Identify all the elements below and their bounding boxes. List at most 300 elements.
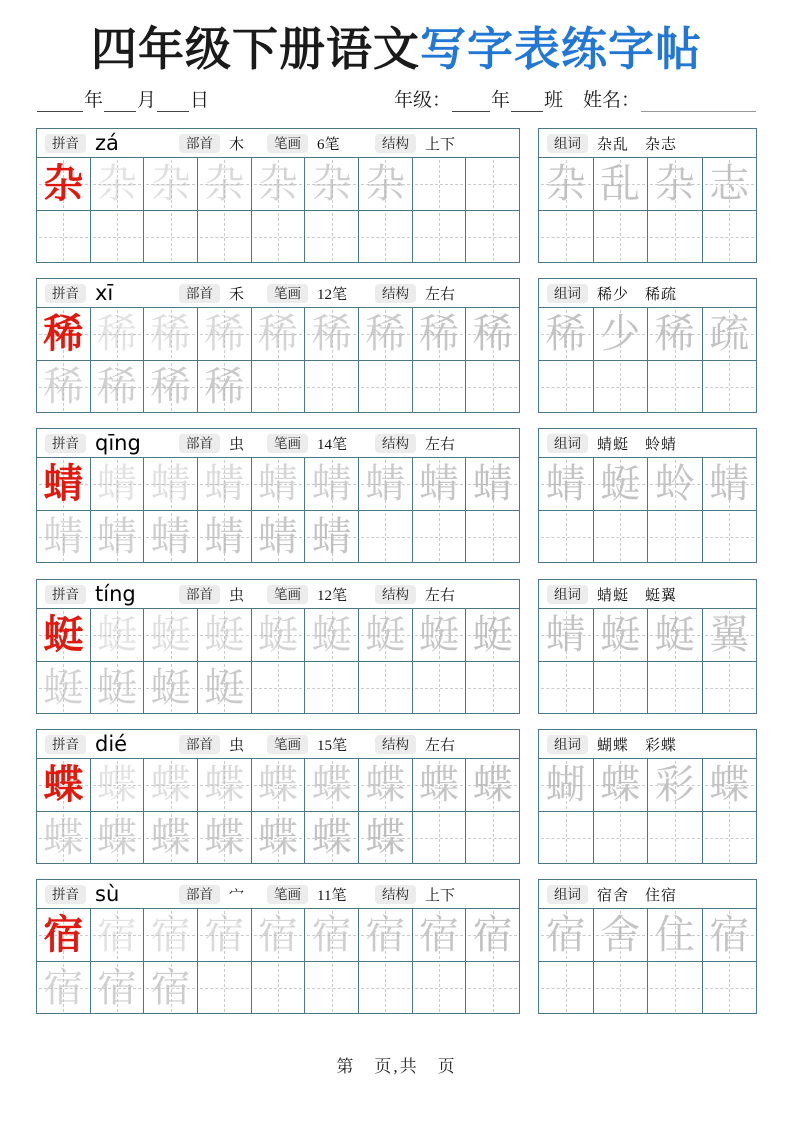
trace-character: 蜓 bbox=[365, 612, 406, 657]
empty-practice-cell bbox=[593, 962, 648, 1014]
trace-character-cell bbox=[358, 458, 412, 510]
structure-value: 上下 bbox=[425, 136, 456, 153]
grade-class-label: 班 bbox=[543, 90, 563, 111]
words-label: 组词 bbox=[547, 735, 588, 754]
word-grid bbox=[539, 758, 756, 864]
words-value: 蜻蜓 蛉蜻 bbox=[597, 436, 678, 453]
trace-character-cell bbox=[465, 759, 519, 811]
word-grid-row bbox=[539, 210, 756, 263]
trace-character: 蜻 bbox=[258, 514, 299, 559]
trace-character: 稀 bbox=[365, 311, 406, 356]
trace-character: 蜓 bbox=[97, 665, 137, 710]
trace-character-cell bbox=[143, 511, 197, 563]
empty-practice-cell bbox=[539, 812, 593, 864]
practice-grid bbox=[37, 758, 519, 864]
empty-practice-cell bbox=[412, 662, 466, 714]
trace-character-cell bbox=[465, 609, 519, 661]
trace-character-cell bbox=[143, 158, 197, 210]
practice-grid-row bbox=[37, 811, 519, 864]
words-value: 稀少 稀疏 bbox=[597, 286, 678, 303]
trace-character-cell bbox=[37, 662, 90, 714]
pinyin-label: 拼音 bbox=[45, 284, 86, 303]
trace-character-cell bbox=[197, 458, 251, 510]
empty-practice-cell bbox=[90, 211, 144, 263]
trace-character-cell bbox=[197, 361, 251, 413]
trace-character: 蜓 bbox=[97, 612, 137, 657]
empty-practice-cell bbox=[593, 662, 648, 714]
trace-character-cell bbox=[304, 308, 358, 360]
trace-character-cell bbox=[251, 511, 305, 563]
trace-character: 宿 bbox=[311, 912, 352, 957]
practice-block-header bbox=[37, 279, 519, 307]
trace-character: 宿 bbox=[472, 912, 513, 957]
practice-block-header bbox=[37, 730, 519, 758]
practice-grid bbox=[37, 608, 519, 714]
trace-character-cell bbox=[90, 962, 144, 1014]
trace-character: 蝶 bbox=[43, 815, 84, 860]
empty-practice-cell bbox=[593, 812, 648, 864]
structure-label: 结构 bbox=[375, 434, 416, 453]
trace-character-cell bbox=[90, 158, 144, 210]
empty-practice-cell bbox=[539, 962, 593, 1014]
trace-character-cell bbox=[593, 909, 648, 961]
empty-practice-cell bbox=[304, 662, 358, 714]
trace-character: 稀 bbox=[545, 311, 586, 356]
practice-grid-row bbox=[37, 458, 519, 510]
character-block bbox=[0, 879, 793, 1014]
trace-character: 宿 bbox=[150, 912, 191, 957]
page-title bbox=[0, 22, 793, 78]
trace-character-cell bbox=[197, 609, 251, 661]
trace-character-cell bbox=[197, 511, 251, 563]
empty-practice-cell bbox=[251, 211, 305, 263]
practice-block-header bbox=[37, 580, 519, 608]
empty-practice-cell bbox=[702, 211, 757, 263]
empty-practice-cell bbox=[593, 511, 648, 563]
trace-character: 疏 bbox=[709, 311, 750, 356]
word-grid-row bbox=[539, 458, 756, 510]
month-label: 月 bbox=[137, 90, 157, 111]
word-grid-row bbox=[539, 158, 756, 210]
word-grid-row bbox=[539, 909, 756, 961]
word-block bbox=[538, 579, 757, 714]
empty-practice-cell bbox=[647, 662, 702, 714]
radical-value: 禾 bbox=[229, 286, 245, 303]
strokes-value: 12笔 bbox=[317, 587, 348, 604]
trace-character: 蜓 bbox=[204, 612, 245, 657]
trace-character: 稀 bbox=[150, 311, 191, 356]
empty-practice-cell bbox=[593, 361, 648, 413]
trace-character: 杂 bbox=[150, 161, 191, 206]
empty-practice-cell bbox=[197, 962, 251, 1014]
trace-character: 稀 bbox=[472, 311, 513, 356]
words-value: 蜻蜓 蜓翼 bbox=[597, 587, 678, 604]
empty-practice-cell bbox=[358, 511, 412, 563]
model-character: 宿 bbox=[43, 912, 84, 957]
trace-character: 舍 bbox=[600, 912, 641, 957]
structure-label: 结构 bbox=[375, 585, 416, 604]
empty-practice-cell bbox=[539, 662, 593, 714]
word-grid bbox=[539, 457, 756, 563]
trace-character: 蝶 bbox=[365, 815, 406, 860]
trace-character-cell bbox=[358, 909, 412, 961]
trace-character-cell bbox=[539, 909, 593, 961]
empty-practice-cell bbox=[143, 211, 197, 263]
trace-character-cell bbox=[412, 909, 466, 961]
trace-character: 稀 bbox=[97, 311, 137, 356]
practice-grid bbox=[37, 157, 519, 263]
empty-practice-cell bbox=[37, 211, 90, 263]
trace-character: 宿 bbox=[258, 912, 299, 957]
words-value: 蝴蝶 彩蝶 bbox=[597, 737, 678, 754]
character-block bbox=[0, 579, 793, 714]
radical-label: 部首 bbox=[179, 735, 220, 754]
trace-character: 蜻 bbox=[311, 461, 352, 506]
word-block-header bbox=[539, 880, 756, 908]
trace-character: 蝶 bbox=[150, 762, 191, 807]
strokes-value: 14笔 bbox=[317, 436, 348, 453]
trace-character-cell bbox=[702, 158, 757, 210]
radical-value: 虫 bbox=[229, 436, 245, 453]
radical-label: 部首 bbox=[179, 284, 220, 303]
words-label: 组词 bbox=[547, 885, 588, 904]
practice-block bbox=[36, 729, 520, 864]
trace-character: 杂 bbox=[365, 161, 406, 206]
pinyin-value: tíng bbox=[95, 582, 136, 606]
practice-grid-row bbox=[37, 759, 519, 811]
name-label: 姓名： bbox=[582, 90, 640, 111]
trace-character-cell bbox=[143, 759, 197, 811]
trace-character-cell bbox=[465, 458, 519, 510]
trace-character-cell bbox=[143, 361, 197, 413]
practice-grid-row bbox=[37, 158, 519, 210]
trace-character: 宿 bbox=[97, 912, 137, 957]
trace-character: 稀 bbox=[258, 311, 299, 356]
structure-label: 结构 bbox=[375, 134, 416, 153]
model-character: 蜻 bbox=[43, 461, 84, 506]
character-block bbox=[0, 729, 793, 864]
practice-grid bbox=[37, 908, 519, 1014]
year-blank bbox=[37, 89, 83, 112]
empty-practice-cell bbox=[539, 511, 593, 563]
trace-character: 蜻 bbox=[97, 514, 137, 559]
empty-practice-cell bbox=[304, 211, 358, 263]
empty-practice-cell bbox=[251, 962, 305, 1014]
trace-character-cell bbox=[143, 812, 197, 864]
empty-practice-cell bbox=[197, 211, 251, 263]
practice-block bbox=[36, 278, 520, 413]
pinyin-label: 拼音 bbox=[45, 434, 86, 453]
structure-value: 上下 bbox=[425, 887, 456, 904]
day-label: 日 bbox=[190, 90, 210, 111]
structure-label: 结构 bbox=[375, 885, 416, 904]
word-grid-row bbox=[539, 308, 756, 360]
trace-character: 彩 bbox=[654, 762, 695, 807]
trace-character-cell bbox=[702, 909, 757, 961]
practice-grid-row bbox=[37, 609, 519, 661]
trace-character: 蝶 bbox=[365, 762, 406, 807]
pinyin-label: 拼音 bbox=[45, 585, 86, 604]
trace-character: 蜻 bbox=[150, 461, 191, 506]
practice-grid-row bbox=[37, 510, 519, 563]
trace-character-cell bbox=[539, 308, 593, 360]
trace-character: 蝶 bbox=[311, 762, 352, 807]
empty-practice-cell bbox=[304, 361, 358, 413]
word-block-header bbox=[539, 580, 756, 608]
practice-grid-row bbox=[37, 909, 519, 961]
model-character: 杂 bbox=[43, 161, 84, 206]
word-grid bbox=[539, 307, 756, 413]
practice-grid-row bbox=[37, 308, 519, 360]
trace-character-cell bbox=[251, 158, 305, 210]
strokes-label: 笔画 bbox=[267, 284, 308, 303]
word-block bbox=[538, 428, 757, 563]
character-block bbox=[0, 278, 793, 413]
model-character: 稀 bbox=[43, 311, 84, 356]
empty-practice-cell bbox=[465, 211, 519, 263]
empty-practice-cell bbox=[647, 812, 702, 864]
practice-block bbox=[36, 879, 520, 1014]
trace-character: 乱 bbox=[600, 161, 641, 206]
year-label: 年 bbox=[84, 90, 104, 111]
trace-character: 蝴 bbox=[545, 762, 586, 807]
radical-label: 部首 bbox=[179, 134, 220, 153]
trace-character: 蜻 bbox=[419, 461, 460, 506]
strokes-value: 11笔 bbox=[317, 887, 347, 904]
trace-character-cell bbox=[90, 308, 144, 360]
practice-grid bbox=[37, 457, 519, 563]
date-name-row bbox=[36, 86, 757, 112]
practice-grid-row bbox=[37, 961, 519, 1014]
trace-character-cell bbox=[412, 308, 466, 360]
empty-practice-cell bbox=[358, 962, 412, 1014]
trace-character-cell bbox=[90, 759, 144, 811]
trace-character-cell bbox=[593, 609, 648, 661]
trace-character: 蝶 bbox=[150, 815, 191, 860]
radical-value: 宀 bbox=[229, 887, 245, 904]
trace-character: 蜓 bbox=[600, 461, 641, 506]
trace-character: 蝶 bbox=[97, 815, 137, 860]
trace-character: 蜻 bbox=[545, 461, 586, 506]
empty-practice-cell bbox=[251, 361, 305, 413]
empty-practice-cell bbox=[412, 962, 466, 1014]
name-blank bbox=[641, 89, 756, 112]
trace-character: 蜓 bbox=[150, 665, 191, 710]
trace-character-cell bbox=[539, 609, 593, 661]
trace-character-cell bbox=[304, 158, 358, 210]
trace-character: 蜓 bbox=[311, 612, 352, 657]
trace-character-cell bbox=[412, 458, 466, 510]
pinyin-value: sù bbox=[95, 882, 120, 906]
strokes-value: 12笔 bbox=[317, 286, 348, 303]
trace-character-cell bbox=[593, 308, 648, 360]
words-label: 组词 bbox=[547, 434, 588, 453]
trace-character-cell bbox=[465, 909, 519, 961]
trace-character-cell bbox=[90, 458, 144, 510]
trace-character: 蝶 bbox=[600, 762, 641, 807]
practice-block bbox=[36, 579, 520, 714]
pinyin-value: zá bbox=[95, 131, 119, 155]
words-value: 杂乱 杂志 bbox=[597, 136, 678, 153]
practice-grid-row bbox=[37, 661, 519, 714]
trace-character: 蜻 bbox=[43, 514, 84, 559]
trace-character: 蜻 bbox=[204, 461, 245, 506]
word-grid bbox=[539, 608, 756, 714]
trace-character-cell bbox=[647, 308, 702, 360]
structure-label: 结构 bbox=[375, 284, 416, 303]
trace-character-cell bbox=[251, 308, 305, 360]
trace-character: 蜓 bbox=[419, 612, 460, 657]
trace-character: 宿 bbox=[365, 912, 406, 957]
grade-label: 年级： bbox=[393, 90, 451, 111]
radical-label: 部首 bbox=[179, 434, 220, 453]
word-grid-row bbox=[539, 661, 756, 714]
trace-character: 蜻 bbox=[258, 461, 299, 506]
trace-character: 杂 bbox=[654, 161, 695, 206]
empty-practice-cell bbox=[702, 511, 757, 563]
trace-character-cell bbox=[90, 361, 144, 413]
word-grid-row bbox=[539, 360, 756, 413]
trace-character-cell bbox=[143, 308, 197, 360]
pinyin-value: dié bbox=[95, 732, 128, 756]
empty-practice-cell bbox=[412, 812, 466, 864]
trace-character: 稀 bbox=[204, 311, 245, 356]
strokes-label: 笔画 bbox=[267, 885, 308, 904]
trace-character: 蜻 bbox=[150, 514, 191, 559]
trace-character: 稀 bbox=[204, 364, 245, 409]
empty-practice-cell bbox=[358, 662, 412, 714]
trace-character: 宿 bbox=[545, 912, 586, 957]
practice-block bbox=[36, 128, 520, 263]
pinyin-value: qīng bbox=[95, 431, 141, 455]
trace-character: 宿 bbox=[150, 965, 191, 1010]
trace-character-cell bbox=[358, 609, 412, 661]
trace-character-cell bbox=[702, 759, 757, 811]
trace-character: 蝶 bbox=[204, 762, 245, 807]
trace-character-cell bbox=[251, 458, 305, 510]
trace-character: 蜓 bbox=[150, 612, 191, 657]
empty-practice-cell bbox=[647, 211, 702, 263]
trace-character: 宿 bbox=[419, 912, 460, 957]
empty-practice-cell bbox=[412, 158, 466, 210]
trace-character-cell bbox=[90, 909, 144, 961]
trace-character-cell bbox=[539, 458, 593, 510]
trace-character: 翼 bbox=[709, 612, 750, 657]
trace-character: 稀 bbox=[43, 364, 84, 409]
empty-practice-cell bbox=[702, 812, 757, 864]
date-fields bbox=[36, 85, 209, 112]
trace-character: 杂 bbox=[545, 161, 586, 206]
trace-character-cell bbox=[90, 609, 144, 661]
trace-character: 杂 bbox=[97, 161, 137, 206]
word-block-header bbox=[539, 730, 756, 758]
trace-character: 住 bbox=[654, 912, 695, 957]
words-label: 组词 bbox=[547, 585, 588, 604]
trace-character-cell bbox=[593, 759, 648, 811]
trace-character-cell bbox=[197, 662, 251, 714]
trace-character: 蜻 bbox=[311, 514, 352, 559]
empty-practice-cell bbox=[465, 511, 519, 563]
structure-value: 左右 bbox=[425, 286, 456, 303]
empty-practice-cell bbox=[702, 361, 757, 413]
trace-character: 稀 bbox=[419, 311, 460, 356]
trace-character: 蝶 bbox=[419, 762, 460, 807]
empty-practice-cell bbox=[593, 211, 648, 263]
trace-character: 蜻 bbox=[97, 461, 137, 506]
trace-character-cell bbox=[304, 759, 358, 811]
page-title-black: 四年级下册语文 bbox=[91, 24, 420, 75]
trace-character: 蜻 bbox=[709, 461, 750, 506]
practice-block bbox=[36, 428, 520, 563]
word-block-header bbox=[539, 429, 756, 457]
trace-character: 蜓 bbox=[654, 612, 695, 657]
trace-character: 蝶 bbox=[258, 815, 299, 860]
trace-character: 蝶 bbox=[258, 762, 299, 807]
practice-block-header bbox=[37, 429, 519, 457]
word-block bbox=[538, 879, 757, 1014]
trace-character-cell bbox=[702, 609, 757, 661]
trace-character: 少 bbox=[600, 311, 641, 356]
trace-character-cell bbox=[412, 609, 466, 661]
grade-year-label: 年 bbox=[490, 90, 510, 111]
radical-value: 木 bbox=[229, 136, 245, 153]
word-block-header bbox=[539, 129, 756, 157]
trace-character-cell bbox=[358, 812, 412, 864]
structure-value: 左右 bbox=[425, 436, 456, 453]
word-block bbox=[538, 128, 757, 263]
trace-character: 蜻 bbox=[204, 514, 245, 559]
trace-character: 蜓 bbox=[472, 612, 513, 657]
trace-character-cell bbox=[358, 759, 412, 811]
trace-character-cell bbox=[90, 662, 144, 714]
trace-character: 蜻 bbox=[545, 612, 586, 657]
trace-character-cell bbox=[647, 909, 702, 961]
word-grid bbox=[539, 157, 756, 263]
pinyin-label: 拼音 bbox=[45, 885, 86, 904]
model-character: 蜓 bbox=[43, 612, 84, 657]
practice-grid-row bbox=[37, 210, 519, 263]
trace-character-cell bbox=[143, 458, 197, 510]
empty-practice-cell bbox=[358, 361, 412, 413]
strokes-label: 笔画 bbox=[267, 585, 308, 604]
trace-character-cell bbox=[647, 609, 702, 661]
radical-label: 部首 bbox=[179, 885, 220, 904]
empty-practice-cell bbox=[412, 361, 466, 413]
trace-character-cell bbox=[251, 909, 305, 961]
page-footer: 第 页,共 页 bbox=[336, 1057, 457, 1076]
trace-character-cell bbox=[465, 308, 519, 360]
character-block bbox=[0, 128, 793, 263]
trace-character: 蜻 bbox=[365, 461, 406, 506]
word-grid-row bbox=[539, 609, 756, 661]
trace-character: 蜓 bbox=[204, 665, 245, 710]
trace-character: 稀 bbox=[97, 364, 137, 409]
trace-character-cell bbox=[37, 511, 90, 563]
empty-practice-cell bbox=[412, 211, 466, 263]
empty-practice-cell bbox=[647, 361, 702, 413]
trace-character-cell bbox=[647, 759, 702, 811]
trace-character-cell bbox=[143, 662, 197, 714]
pinyin-label: 拼音 bbox=[45, 735, 86, 754]
structure-label: 结构 bbox=[375, 735, 416, 754]
trace-character: 杂 bbox=[311, 161, 352, 206]
model-character: 蝶 bbox=[43, 762, 84, 807]
words-label: 组词 bbox=[547, 284, 588, 303]
words-value: 宿舍 住宿 bbox=[597, 887, 678, 904]
structure-value: 左右 bbox=[425, 737, 456, 754]
model-character-cell bbox=[37, 308, 90, 360]
grade-name-fields bbox=[394, 85, 757, 112]
